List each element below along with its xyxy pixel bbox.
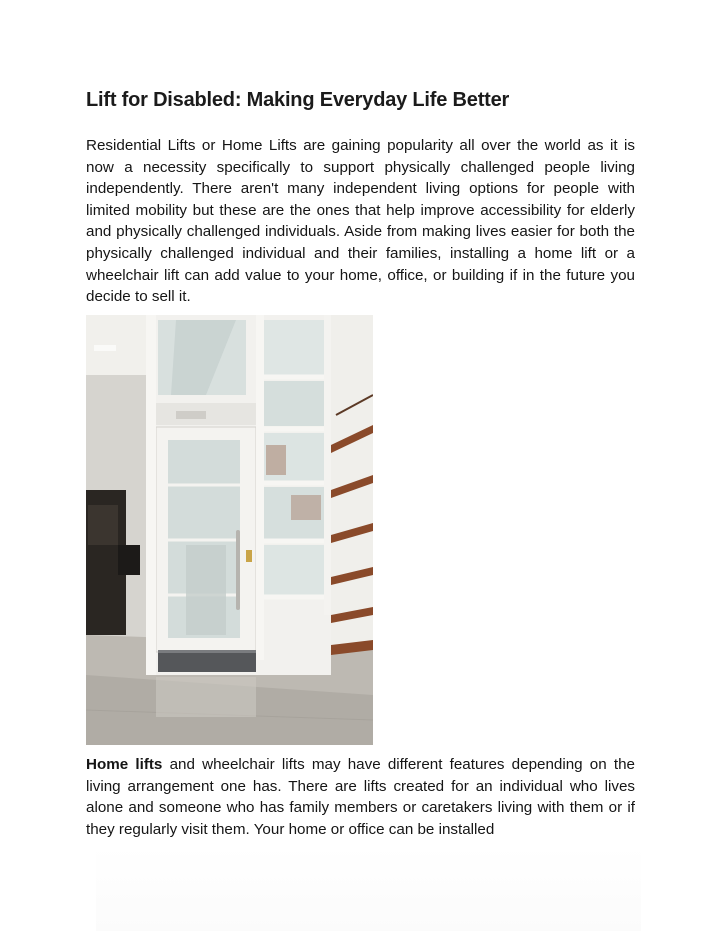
home-lifts-text: and wheelchair lifts may have different features depending on the living arrangement one has. There are lifts created for an individual who lives alone and someone who has family members or caretakers living with them or if they regularly visit them. Your home or office can be installed [86,756,635,838]
page-bottom-fade [96,846,641,931]
intro-paragraph: Residential Lifts or Home Lifts are gaining popularity all over the world as it is now a necessity specifically to support physically challenged people living independently. There aren't many independent living options for people with limited mobility but these are the ones that help improve accessibility for elderly and physically challenged individuals. Aside from making lives easier for both the physically challenged individual and their families, installing a home lift or a wheelchair lift can add value to your home, office, or building if in the future you decide to sell it. [86,137,635,306]
home-lifts-paragraph [86,754,635,840]
home-lifts-bold: Home lifts [86,756,163,773]
home-lift-photo [86,315,373,745]
document-title: Lift for Disabled: Making Everyday Life Better [86,89,510,111]
